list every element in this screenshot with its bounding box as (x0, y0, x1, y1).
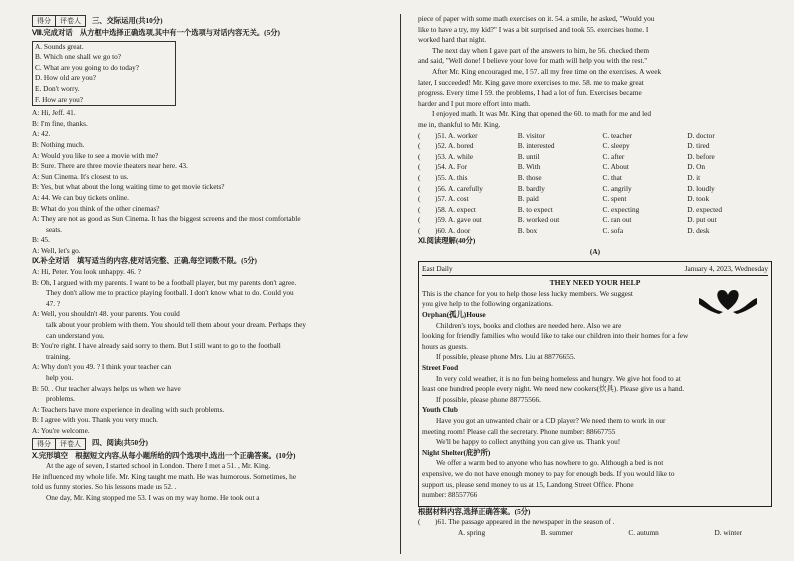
org-text: Have you got an unwanted chair or a CD player? We need them to work in our (436, 415, 666, 425)
passage-line: harder and I put more effort into math. (418, 98, 531, 108)
dialog-line: training. (46, 351, 71, 361)
passage-line: After Mr. King encouraged me, I 57. all my free time on the exercises. A week (432, 66, 662, 76)
dialog-line: seats. (46, 224, 63, 234)
cloze-passage-start (32, 461, 388, 503)
cloze-option-cell: B. worked out (517, 215, 560, 225)
cloze-option-cell: ( )54. A. For (418, 162, 468, 172)
cloze-option-cell: C. sleepy (602, 141, 630, 151)
notice-intro: This is the chance for you to help those less lucky members. We suggest (422, 288, 633, 298)
dialog-line: B: Yes, but what about the long waiting time to get movie tickets? (32, 182, 225, 192)
newspaper-name: East Daily (422, 263, 453, 273)
dialog-2 (32, 267, 388, 437)
cloze-option-cell: D. doctor (687, 130, 715, 140)
dialog-line: B: You're right. I have already said sorry to them. But I still want to go to the football (32, 341, 281, 351)
option-item: F. How are you? (35, 94, 84, 104)
cloze-option-cell: C. after (602, 151, 625, 161)
dialog-line: B: What do you think of the other cinemas? (32, 203, 160, 213)
part10-instruction: Ⅹ.完形填空 根据短文内容,从每小题所给的四个选项中,选出一个正确答案。(10分) (32, 450, 296, 460)
cloze-option-cell: B. those (517, 172, 542, 182)
cloze-option-cell: C. ran out (602, 215, 632, 225)
passage-line: I enjoyed math. It was Mr. King that opened the 60. to math for me and led (432, 109, 652, 119)
cloze-option-cell: B. visitor (517, 130, 545, 140)
org-text: expensive, we do not have enough money to pay for enough beds. If you would like to (422, 468, 675, 478)
dialog-line: talk about your problem with them. You should tell them about your dream. Perhaps they (46, 320, 307, 330)
dialog-line: A: Well, you shouldn't 48. your parents. You could (32, 309, 180, 319)
cloze-option-cell: B. box (517, 225, 538, 235)
dialog-line: can understand you. (46, 330, 105, 340)
score-label: 得分 (33, 439, 56, 449)
cloze-option-row (418, 215, 772, 226)
question-61: ( )61. The passage appeared in the newspaper in the season of . (418, 517, 615, 527)
option-item: A. Sounds great. (35, 41, 84, 51)
cloze-option-cell: B. With (517, 162, 541, 172)
cloze-option-cell: ( )59. A. gave out (418, 215, 482, 225)
cloze-option-row (418, 226, 772, 237)
cloze-option-row (418, 162, 772, 173)
dialog-line: A: 42. (32, 129, 51, 139)
passage-line: One day, Mr. King stopped me 53. I was on my way home. He took out a (46, 492, 260, 502)
dialog-line: A: Well, let's go. (32, 245, 81, 255)
option-a: A. spring (458, 527, 486, 537)
question-61-options (418, 528, 772, 539)
cloze-option-row (418, 205, 772, 216)
cloze-option-cell: C. About (602, 162, 629, 172)
cloze-option-row (418, 184, 772, 195)
cloze-option-cell: D. desk (687, 225, 710, 235)
cloze-option-cell: D. On (687, 162, 706, 172)
column-divider (400, 14, 401, 554)
grader-label: 评卷人 (60, 439, 81, 448)
cloze-option-row (418, 152, 772, 163)
org-text: If possible, please phone Mrs. Liu at 88776655. (436, 352, 576, 362)
cloze-option-cell: ( )56. A. carefully (418, 183, 483, 193)
cloze-option-cell: B. bardly (517, 183, 545, 193)
org-text: hours as guests. (422, 341, 469, 351)
dialog-line: A: They are not as good as Sun Cinema. It has the biggest screens and the most comfortable (32, 214, 301, 224)
score-box (32, 438, 86, 450)
cloze-option-cell: ( )58. A. expect (418, 204, 476, 214)
passage-a-label: (A) (589, 247, 601, 257)
dialog-line: B: I agree with you. Thank you very much. (32, 415, 158, 425)
dialog-line: A: 44. We can buy tickets online. (32, 192, 129, 202)
passage-line: like to have a try, my kid?" I was a bit surprised and took 55. exercises home. I (418, 24, 649, 34)
org-text: Children's toys, books and clothes are needed here. Also we are (436, 320, 622, 330)
dialog-line: B: 45. (32, 235, 50, 245)
org-text: We'll be happy to collect anything you can give us. Thank you! (436, 437, 621, 447)
newspaper-date: January 4, 2023, Wednesday (684, 263, 768, 273)
cloze-option-cell: ( )53. A. while (418, 151, 474, 161)
dialog-line: B: Sure. There are three movie theaters near here. 43. (32, 161, 188, 171)
notice-title: THEY NEED YOUR HELP (549, 278, 641, 288)
part11-instruction: Ⅺ.阅读理解(40分) (418, 236, 476, 246)
cloze-option-cell: ( )55. A. this (418, 172, 468, 182)
passage-line: told us funny stories. So his lessons made us 52. . (32, 482, 177, 492)
cloze-option-row (418, 173, 772, 184)
dialog-1 (32, 108, 388, 256)
cloze-option-cell: D. loudly (687, 183, 715, 193)
passage-line: progress. Every time I 59. the problems, I had a lot of fun. Exercises became (418, 88, 642, 98)
option-item: B. Which one shall we go to? (35, 52, 121, 62)
cloze-option-cell: D. put out (687, 215, 717, 225)
cloze-option-cell: C. angrily (602, 183, 632, 193)
dialog-line: They don't allow me to practice playing football. I don't know what to do. Could you (46, 288, 294, 298)
org-text: support us, please send money to us at 15, Landong Street Office. Phone (422, 479, 634, 489)
option-item: C. What are you going to do today? (35, 62, 140, 72)
notice-intro: you give help to the following organizations. (422, 299, 553, 309)
passage-line: and said, "Well done! I believe your love for math will help you with the rest." (418, 56, 648, 66)
cloze-option-cell: C. sofa (602, 225, 624, 235)
org-text: meeting room! Please call the secretary. Phone number: 88667755 (422, 426, 616, 436)
dialog-line: A: You're welcome. (32, 425, 90, 435)
org-text: number: 88557766 (422, 490, 478, 500)
org-text: If possible, please phone 88775566. (436, 394, 541, 404)
cloze-option-cell: C. spent (602, 194, 627, 204)
cloze-option-cell: ( )52. A. bored (418, 141, 474, 151)
cloze-option-cell: ( )57. A. cost (418, 194, 469, 204)
option-b: B. summer (540, 527, 573, 537)
cloze-option-cell: ( )51. A. worker (418, 130, 478, 140)
org-text: looking for friendly families who would like to take our children into their homes for a few (422, 331, 689, 341)
org-name-street-food: Street Food (422, 363, 459, 372)
notice-header (422, 264, 768, 277)
org-text: least one hundred people every night. We need new cookers(炊具). Please give us a hand. (422, 384, 685, 394)
cloze-option-cell: D. before (687, 151, 715, 161)
cloze-option-cell: D. it (687, 172, 701, 182)
org-text: We offer a warm bed to anyone who has nowhere to go. Although a bed is not (436, 458, 664, 468)
left-column (32, 14, 388, 504)
cloze-option-row (418, 131, 772, 142)
dialog-line: A: Sun Cinema. It's closest to us. (32, 171, 129, 181)
dialog-line: A: Would you like to see a movie with me? (32, 150, 159, 160)
dialog-line: A: Teachers have more experience in dealing with such problems. (32, 404, 225, 414)
cloze-option-cell: D. tired (687, 141, 710, 151)
cloze-option-row (418, 141, 772, 152)
right-column (418, 14, 772, 538)
dialog-line: 47. ? (46, 298, 61, 308)
cloze-option-cell: D. expected (687, 204, 723, 214)
dialog-line: A: Why don't you 49. ? I think your teacher can (32, 362, 172, 372)
passage-line: me in, thankful to Mr. King. (418, 119, 501, 129)
passage-line: He influenced my whole life. Mr. King taught me math. He was humorous. Sometimes, he (32, 471, 297, 481)
option-c: C. autumn (628, 527, 659, 537)
cloze-option-cell: C. expecting (602, 204, 640, 214)
option-item: E. Don't worry. (35, 83, 80, 93)
passage-line: The next day when I gave part of the answers to him, he 56. checked them (432, 45, 650, 55)
cloze-passage-cont (418, 14, 772, 131)
part8-instruction: Ⅷ.完成对话 从方框中选择正确选项,其中有一个选项与对话内容无关。(5分) (32, 28, 280, 37)
dialog-line: A: Hi, Jeff. 41. (32, 108, 76, 118)
cloze-option-cell: D. took (687, 194, 710, 204)
dialog-line: help you. (46, 373, 74, 382)
dialog-line: B: I'm fine, thanks. (32, 118, 88, 128)
part9-instruction: Ⅸ.补全对话 填写适当的内容,使对话完整、正确,每空词数不限。(5分) (32, 256, 257, 266)
cloze-option-cell: B. interested (517, 141, 555, 151)
option-item: D. How old are you? (35, 73, 96, 83)
dialog-line: B: 50. . Our teacher always helps us when we have (32, 383, 181, 393)
dialog-line: A: Hi, Peter. You look unhappy. 46. ? (32, 267, 141, 277)
org-name-night-shelter: Night Shelter(庇护所) (422, 447, 491, 457)
cloze-option-cell: C. that (602, 172, 622, 182)
org-name-orphan-house: Orphan(孤儿)House (422, 310, 486, 320)
score-box (32, 15, 86, 27)
org-name-youth-club: Youth Club (422, 405, 458, 415)
score-label: 得分 (33, 16, 56, 26)
option-d: D. winter (714, 527, 742, 537)
cloze-option-cell: B. until (517, 151, 540, 161)
cloze-option-cell: C. teacher (602, 130, 633, 140)
passage-line: worked hard that night. (418, 35, 487, 45)
section4-title: 四、阅读(共50分) (92, 438, 148, 448)
section4-header (32, 438, 388, 450)
heart-hands-icon (697, 282, 759, 316)
passage-line: piece of paper with some math exercises on it. 54. a smile, he asked, "Would you (418, 14, 655, 23)
section3-header (32, 15, 388, 27)
cloze-options-table (418, 131, 772, 237)
cloze-option-cell: B. paid (517, 194, 539, 204)
passage-line: later, I succeeded! Mr. King gave more exercises to me. 58. me to make great (418, 77, 644, 87)
option-box (32, 41, 176, 107)
dialog-line: B: Nothing much. (32, 139, 85, 149)
grader-label: 评卷人 (60, 17, 81, 25)
cloze-option-cell: B. to expect (517, 204, 553, 214)
newspaper-notice (418, 261, 772, 507)
section3-title: 三、交际运用(共10分) (92, 15, 163, 25)
cloze-option-row (418, 194, 772, 205)
org-text: In very cold weather, it is no fun being homeless and hungry. We give hot food to at (436, 373, 681, 383)
cloze-option-cell: ( )60. A. door (418, 225, 471, 235)
dialog-line: problems. (46, 394, 75, 404)
passage-line: At the age of seven, I started school in London. There I met a 51. , Mr. King. (46, 461, 271, 471)
reading-question-instruction: 根据材料内容,选择正确答案。(5分) (418, 506, 531, 516)
dialog-line: B: Oh, I argued with my parents. I want to be a football player, but my parents don't agree. (32, 277, 297, 287)
